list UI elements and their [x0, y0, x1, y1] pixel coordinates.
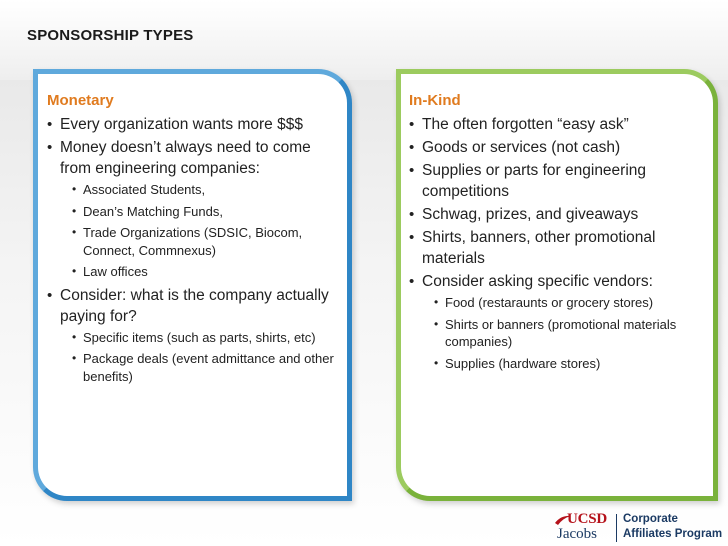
- monetary-sublist: [47, 181, 342, 281]
- sub-list-item: • Law offices: [72, 263, 342, 281]
- list-item: • Goods or services (not cash): [409, 137, 709, 158]
- logo-divider: [616, 514, 617, 542]
- inkind-heading: In-Kind: [409, 92, 461, 109]
- slide-title: SPONSORSHIP TYPES: [27, 27, 194, 44]
- bullet-text: Consider: what is the company actually paying for?: [60, 286, 329, 325]
- list-item: • Shirts, banners, other promotional materials: [409, 227, 709, 269]
- sub-list-item: • Trade Organizations (SDSIC, Biocom, Connect, Commnexus): [72, 224, 342, 259]
- monetary-column: [47, 91, 342, 389]
- inkind-list: [409, 114, 709, 372]
- sub-list-item: • Associated Students,: [72, 181, 342, 199]
- list-item: [47, 114, 342, 135]
- sub-list-item: • Specific items (such as parts, shirts, etc): [72, 329, 342, 347]
- sub-list-item: • Food (restaraunts or grocery stores): [434, 294, 709, 312]
- sub-list-item: • Supplies (hardware stores): [434, 355, 709, 373]
- inkind-column: [409, 91, 709, 376]
- logo-caption-line2: Affiliates Program: [623, 528, 723, 540]
- ucsd-jacobs-logo: [555, 511, 725, 543]
- monetary-sublist: [47, 329, 342, 386]
- list-item: • Supplies or parts for engineering competitions: [409, 160, 709, 202]
- monetary-heading: Monetary: [47, 92, 114, 109]
- list-item: [47, 137, 342, 179]
- bullet-text: Every organization wants more $$$: [60, 116, 303, 133]
- list-item: • Consider asking specific vendors:: [409, 271, 709, 292]
- bullet-text: Money doesn’t always need to come from engineering companies:: [60, 139, 311, 177]
- monetary-list: [47, 114, 342, 385]
- list-item: • Schwag, prizes, and giveaways: [409, 204, 709, 225]
- list-item: [47, 285, 342, 327]
- inkind-sublist: [409, 294, 709, 372]
- logo-jacobs: Jacobs: [557, 526, 597, 542]
- logo-caption-line1: Corporate: [623, 513, 678, 525]
- sub-list-item: • Shirts or banners (promotional materials companies): [434, 316, 709, 351]
- sub-list-item: • Dean’s Matching Funds,: [72, 203, 342, 221]
- sub-list-item: • Package deals (event admittance and other benefits): [72, 350, 342, 385]
- list-item: • The often forgotten “easy ask”: [409, 114, 709, 135]
- logo-ucsd: UCSD: [567, 511, 608, 527]
